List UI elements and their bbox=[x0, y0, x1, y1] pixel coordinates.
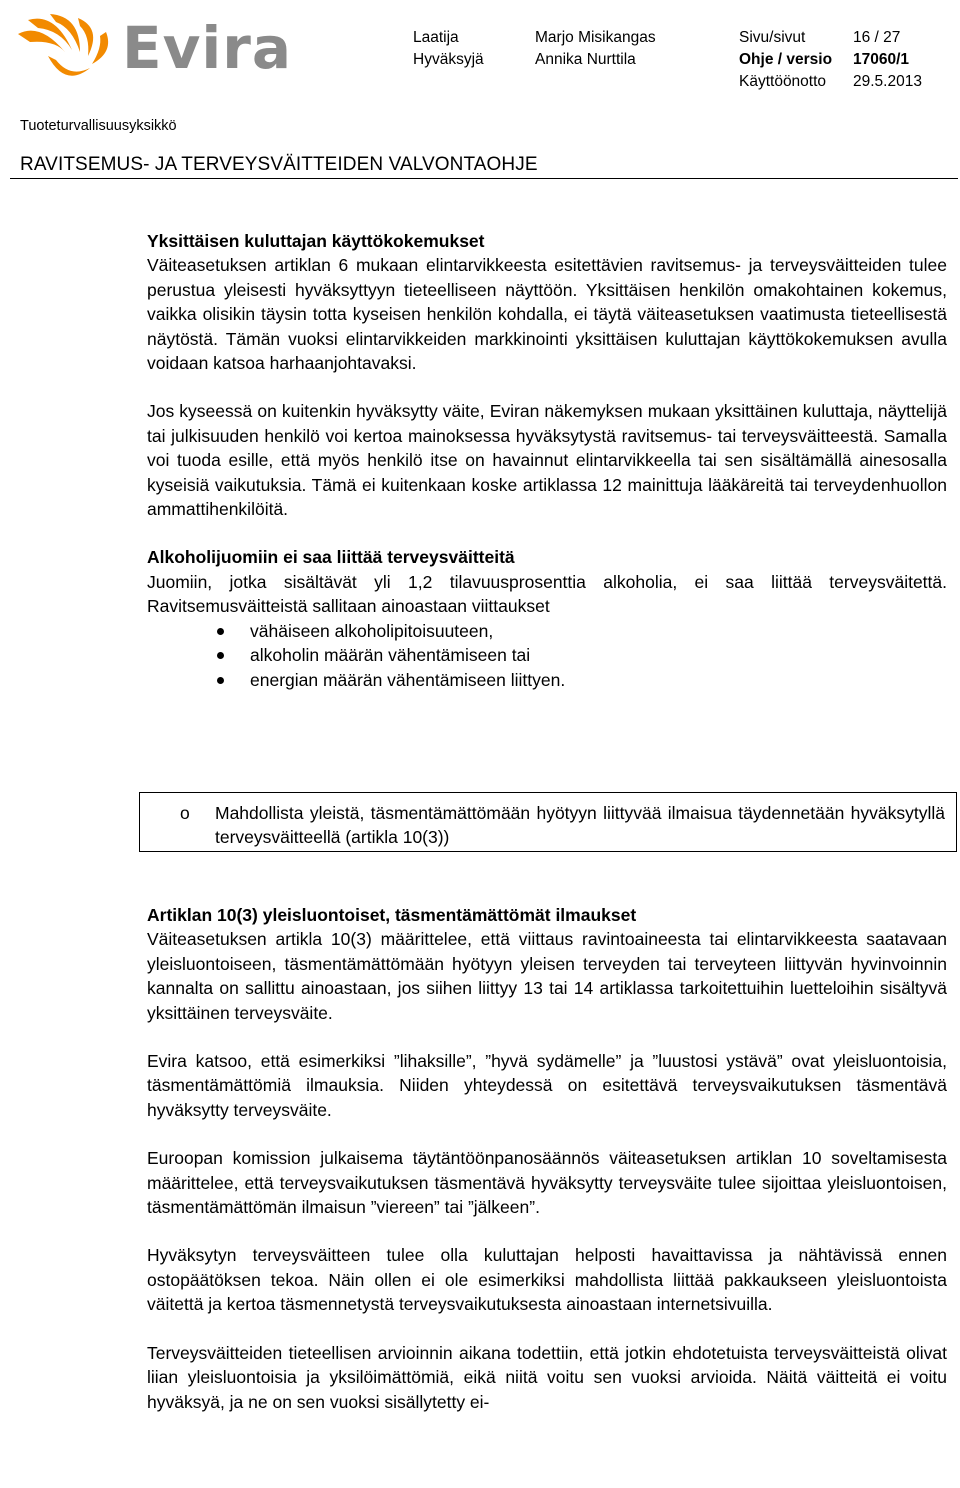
bullet-list bbox=[147, 619, 947, 692]
evira-logo bbox=[10, 12, 293, 92]
label-hyvaksyja: Hyväksyjä bbox=[413, 51, 484, 68]
value-laatija: Marjo Misikangas bbox=[535, 29, 656, 46]
section-heading-alkoholijuomat: Alkoholijuomiin ei saa liittää terveysväitteitä bbox=[147, 547, 515, 568]
list-item: alkoholin määrän vähentämiseen tai bbox=[147, 643, 947, 667]
paragraph: Hyväksytyn terveysväitteen tulee olla kuluttajan helposti havaittavissa ja nähtävissä ennen ostopäätöksen tekoa. Näin ollen ei ole esimerkiksi mahdollista liittää pakkaukseen yleisluontoista väitettä ja kertoa täsmennetystä terveysvaikutuksesta ainoastaan internetsivuilla. bbox=[147, 1245, 947, 1315]
unit-name: Tuoteturvallisuusyksikkö bbox=[20, 118, 177, 134]
header-divider bbox=[10, 178, 958, 179]
main-content bbox=[147, 229, 947, 692]
section-heading-artikla-10-3: Artiklan 10(3) yleisluontoiset, täsmentämättömät ilmaukset bbox=[147, 905, 637, 925]
label-kayttoonotto: Käyttöönotto bbox=[739, 73, 827, 90]
value-kayttoonotto: 29.5.2013 bbox=[853, 73, 922, 90]
value-sivu: 16 / 27 bbox=[853, 29, 901, 46]
list-item: vähäiseen alkoholipitoisuuteen, bbox=[147, 619, 947, 643]
paragraph: Evira katsoo, että esimerkiksi ”lihaksille”, ”hyvä sydämelle” ja ”luustosi ystävä” ovat yleisluontoisia, täsmentämättömiä ilmauksia. Niiden yhteydessä on esitettävä terveysvaikutuksen täsmentävä hyväksytty terveysväite. bbox=[147, 1051, 947, 1120]
logo-wordmark: Evira bbox=[122, 14, 293, 82]
label-laatija: Laatija bbox=[413, 29, 459, 46]
paragraph: Jos kyseessä on kuitenkin hyväksytty väite, Eviran näkemyksen mukaan yksittäinen kuluttaja, näyttelijä tai julkisuuden henkilö voi kertoa mainoksessa hyväksytystä ravitsemus- tai terveysväitteestä. Samalla voi tuoda esille, että myös henkilö itse on havainnut elintarvikkeella tai sen sisältämällä ainesosalla kyseisiä vaikutuksia. Tämä ei kuitenkaan koske artiklassa 12 mainittuja lääkäreitä tai terveydenhuollon ammattihenkilöitä. bbox=[147, 401, 947, 520]
main-content-lower bbox=[147, 903, 947, 1414]
list-item: energian määrän vähentämiseen liittyen. bbox=[147, 668, 947, 692]
evira-logo-mark bbox=[10, 12, 120, 88]
value-hyvaksyja: Annika Nurttila bbox=[535, 51, 636, 68]
label-sivu: Sivu/sivut bbox=[739, 29, 806, 46]
boxed-note-text: Mahdollista yleistä, täsmentämättömään hyötyyn liittyvää ilmaisua täydennetään hyväksytyllä terveysväitteellä (artikla 10(3)) bbox=[215, 803, 945, 848]
list-marker: o bbox=[180, 803, 190, 823]
value-ohje: 17060/1 bbox=[853, 51, 910, 68]
paragraph: Juomiin, jotka sisältävät yli 1,2 tilavuusprosenttia alkoholia, ei saa liittää terveysväitettä. Ravitsemusväitteistä sallitaan ainoastaan viittaukset bbox=[147, 571, 947, 617]
label-ohje: Ohje / versio bbox=[739, 51, 833, 68]
paragraph: Väiteasetuksen artikla 10(3) määrittelee, että viittaus ravintoaineesta tai elintarvikkeesta saatavaan yleisluontoiseen, täsmentämättömään hyötyyn yleisen terveyden tai terveyteen liittyvän hyvinvoinnin kannalta on sallittu ainoastaan, jos siihen liittyy 13 tai 14 artiklassa tarkoitettuihin luetteloihin sisältyvä yksittäinen terveysväite. bbox=[147, 929, 947, 1023]
paragraph: Väiteasetuksen artiklan 6 mukaan elintarvikkeesta esitettävien ravitsemus- ja terveysväitteiden tulee perustua yleisesti hyväksyttyyn tieteelliseen näyttöön. Yksittäisen henkilön omakohtainen kokemus, vaikka olisikin täysin totta kyseisen henkilön kohdalla, ei täytä väiteasetuksen vaatimusta tieteellisestä näytöstä. Tämän vuoksi elintarvikkeiden markkinointi yksittäisen kuluttajan käyttökokemuksen avulla voidaan katsoa harhaanjohtavaksi. bbox=[147, 255, 947, 374]
boxed-note bbox=[139, 792, 957, 852]
section-heading-kayttokokemukset: Yksittäisen kuluttajan käyttökokemukset bbox=[147, 231, 485, 251]
paragraph: Terveysväitteiden tieteellisen arvioinnin aikana todettiin, että jotkin ehdotetuista terveysväitteistä olivat liian yleisluontoisia ja yksilöimättömiä, eikä niitä voitu sen vuoksi arvioida. Näitä väitteitä ei voitu hyväksyä, ja ne on sen vuoksi sisällytetty ei- bbox=[147, 1342, 947, 1412]
document-title: RAVITSEMUS- JA TERVEYSVÄITTEIDEN VALVONTAOHJE bbox=[20, 154, 538, 175]
paragraph: Euroopan komission julkaisema täytäntöönpanosäännös väiteasetuksen artiklan 10 soveltamisesta määrittelee, että terveysvaikutuksen täsmentävä hyväksytty terveysväite tulee sijoittaa yleisluontoisen, täsmentämättömän ilmaisun ”viereen” tai ”jälkeen”. bbox=[147, 1148, 947, 1218]
